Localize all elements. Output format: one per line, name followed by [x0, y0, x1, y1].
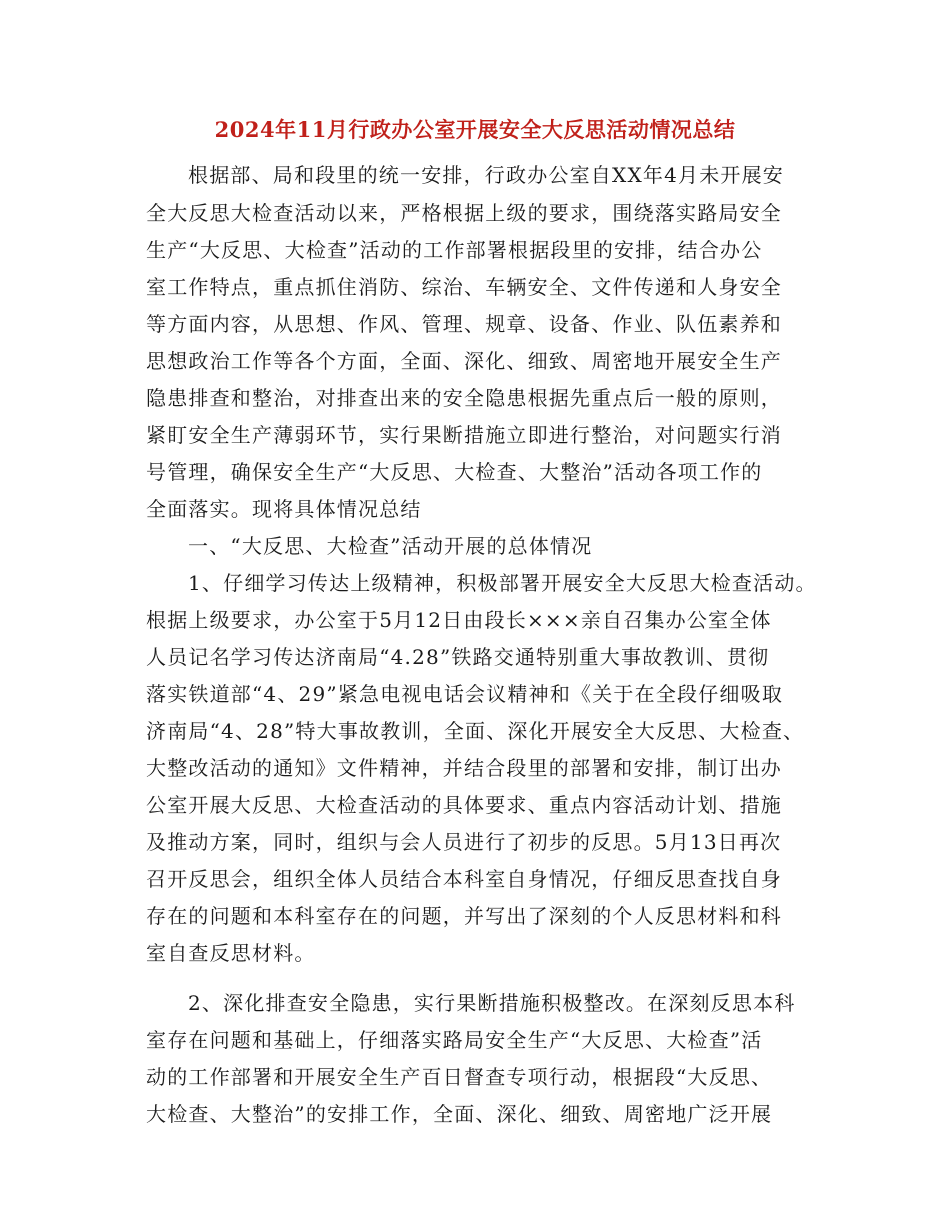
paragraph-line: 号管理，确保安全生产“大反思、大检查、大整治”活动各项工作的 [146, 460, 763, 484]
paragraph-line: 人员记名学习传达济南局“4.28”铁路交通特别重大事故教训、贯彻 [146, 645, 770, 669]
paragraph-line: 大检查、大整治”的安排工作，全面、深化、细致、周密地广泛开展 [146, 1102, 773, 1126]
paragraph-line: 全面落实。现将具体情况总结 [146, 497, 422, 521]
paragraph-line: 根据部、局和段里的统一安排，行政办公室自XX年4月未开展安 [188, 163, 785, 187]
paragraph-line: 隐患排查和整治，对排查出来的安全隐患根据先重点后一般的原则， [146, 386, 782, 410]
paragraph-line: 动的工作部署和开展安全生产百日督查专项行动，根据段“大反思、 [146, 1065, 773, 1089]
paragraph-line: 济南局“4、28”特大事故教训，全面、深化开展安全大反思、大检查、 [146, 719, 805, 743]
paragraph-line: 等方面内容，从思想、作风、管理、规章、设备、作业、队伍素养和 [146, 312, 782, 336]
paragraph-line: 召开反思会，组织全体人员结合本科室自身情况，仔细反思查找自身 [146, 867, 782, 891]
paragraph-line: 室工作特点，重点抓住消防、综治、车辆安全、文件传递和人身安全 [146, 275, 782, 299]
paragraph-line: 2、深化排查安全隐患，实行果断措施积极整改。在深刻反思本科 [188, 991, 796, 1015]
paragraph-line: 全大反思大检查活动以来，严格根据上级的要求，围绕落实路局安全 [146, 201, 782, 225]
paragraph-line: 紧盯安全生产薄弱环节，实行果断措施立即进行整治，对问题实行消 [146, 423, 782, 447]
document-title: 2024年11月行政办公室开展安全大反思活动情况总结 [214, 117, 736, 142]
paragraph-line: 及推动方案，同时，组织与会人员进行了初步的反思。5月13日再次 [146, 830, 782, 854]
paragraph-line: 生产“大反思、大检查”活动的工作部署根据段里的安排，结合办公 [146, 238, 763, 262]
paragraph-line: 思想政治工作等各个方面，全面、深化、细致、周密地开展安全生产 [146, 349, 782, 373]
paragraph-line: 存在的问题和本科室存在的问题，并写出了深刻的个人反思材料和科 [146, 904, 782, 928]
paragraph-line: 落实铁道部“4、29”紧急电视电话会议精神和《关于在全段仔细吸取 [146, 682, 784, 706]
paragraph-line: 室存在问题和基础上，仔细落实路局安全生产“大反思、大检查”活 [146, 1028, 763, 1052]
paragraph-line: 室自查反思材料。 [146, 941, 316, 965]
section-heading: 一、“大反思、大检查”活动开展的总体情况 [188, 534, 593, 558]
paragraph-line: 1、仔细学习传达上级精神，积极部署开展安全大反思大检查活动。 [188, 571, 817, 595]
paragraph-line: 公室开展大反思、大检查活动的具体要求、重点内容活动计划、措施 [146, 793, 782, 817]
paragraph-line: 根据上级要求，办公室于5月12日由段长×××亲自召集办公室全体 [146, 608, 772, 632]
paragraph-line: 大整改活动的通知》文件精神，并结合段里的部署和安排，制订出办 [146, 756, 782, 780]
